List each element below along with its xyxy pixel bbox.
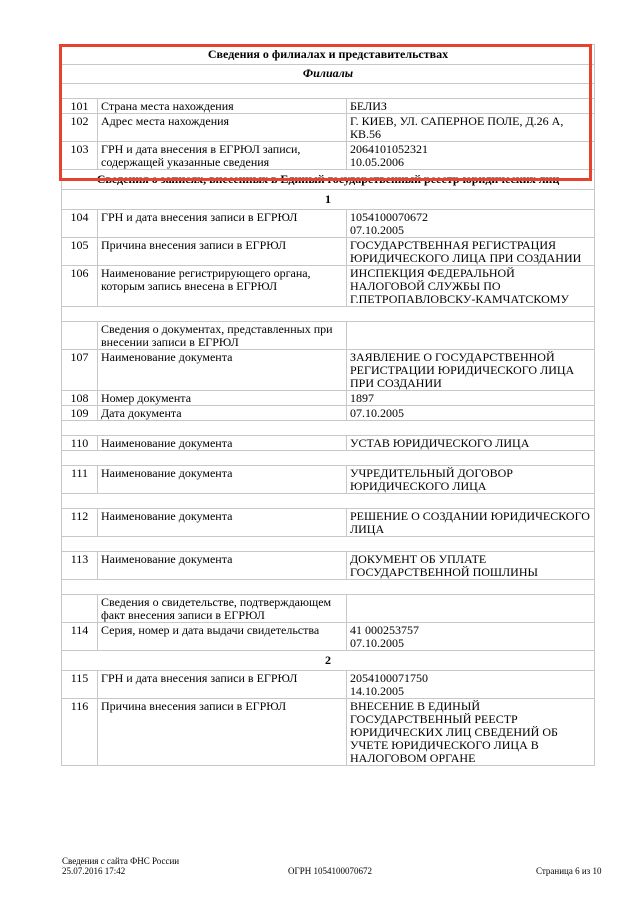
row-value: ИНСПЕКЦИЯ ФЕДЕРАЛЬНОЙ НАЛОГОВОЙ СЛУЖБЫ ПО Г.ПЕТРОПАВЛОВСКУ-КАМЧАТСКОМУ — [347, 266, 595, 307]
row-number: 102 — [62, 114, 98, 142]
row-value: УСТАВ ЮРИДИЧЕСКОГО ЛИЦА — [347, 436, 595, 451]
egrul-table — [61, 44, 595, 766]
table-row — [62, 436, 595, 451]
row-value: 07.10.2005 — [347, 406, 595, 421]
row-label: Наименование регистрирующего органа, которым запись внесена в ЕГРЮЛ — [98, 266, 347, 307]
row-label: Номер документа — [98, 391, 347, 406]
row-value — [347, 210, 595, 238]
table-row — [62, 671, 595, 699]
row-number: 105 — [62, 238, 98, 266]
row-number: 114 — [62, 623, 98, 651]
table-row — [62, 623, 595, 651]
row-label: Наименование документа — [98, 466, 347, 494]
grn-number: 2064101052321 — [350, 142, 428, 156]
row-number: 108 — [62, 391, 98, 406]
spacer-row — [62, 580, 595, 595]
row-label: Дата документа — [98, 406, 347, 421]
table-row — [62, 114, 595, 142]
row-label: Наименование документа — [98, 436, 347, 451]
footer-page-number: Страница 6 из 10 — [536, 866, 602, 876]
row-number: 103 — [62, 142, 98, 170]
row-number: 116 — [62, 699, 98, 766]
row-label — [98, 623, 347, 651]
table-row — [62, 466, 595, 494]
row-label: Наименование документа — [98, 350, 347, 391]
subheader-row — [62, 322, 595, 350]
table-row — [62, 406, 595, 421]
section-title: Сведения о записях, внесенных в Единый государственный реестр юридических лиц — [62, 170, 595, 190]
record-group-header — [62, 190, 595, 210]
spacer-row — [62, 494, 595, 509]
table-row — [62, 699, 595, 766]
row-value: 1897 — [347, 391, 595, 406]
row-value: ГОСУДАРСТВЕННАЯ РЕГИСТРАЦИЯ ЮРИДИЧЕСКОГО ЛИЦА ПРИ СОЗДАНИИ — [347, 238, 595, 266]
record-group-header — [62, 651, 595, 671]
row-label: ГРН и дата внесения записи в ЕГРЮЛ — [98, 210, 347, 238]
section-header-records — [62, 170, 595, 190]
row-value: Г. КИЕВ, УЛ. САПЕРНОЕ ПОЛЕ, Д.26 А, КВ.56 — [347, 114, 595, 142]
table-row — [62, 552, 595, 580]
grn-number: 2054100071750 — [350, 671, 428, 685]
footer-datetime: 25.07.2016 17:42 — [62, 866, 126, 876]
row-label: Причина внесения записи в ЕГРЮЛ — [98, 238, 347, 266]
spacer-row — [62, 84, 595, 99]
record-group-number: 2 — [62, 651, 595, 671]
spacer-row — [62, 421, 595, 436]
table-row — [62, 210, 595, 238]
row-number: 106 — [62, 266, 98, 307]
row-number: 113 — [62, 552, 98, 580]
table-row — [62, 350, 595, 391]
row-value: ВНЕСЕНИЕ В ЕДИНЫЙ ГОСУДАРСТВЕННЫЙ РЕЕСТР ЮРИДИЧЕСКИХ ЛИЦ СВЕДЕНИЙ ОБ УЧЕТЕ ЮРИДИЧЕСКОГО ЛИЦА В НАЛОГОВОМ ОРГАНЕ — [347, 699, 595, 766]
row-value: РЕШЕНИЕ О СОЗДАНИИ ЮРИДИЧЕСКОГО ЛИЦА — [347, 509, 595, 537]
grn-number: 1054100070672 — [350, 210, 428, 224]
documents-header: Сведения о документах, представленных при внесении записи в ЕГРЮЛ — [98, 322, 347, 350]
row-number: 107 — [62, 350, 98, 391]
table-row — [62, 266, 595, 307]
spacer-row — [62, 451, 595, 466]
row-value: ЗАЯВЛЕНИЕ О ГОСУДАРСТВЕННОЙ РЕГИСТРАЦИИ ЮРИДИЧЕСКОГО ЛИЦА ПРИ СОЗДАНИИ — [347, 350, 595, 391]
certificate-header: Сведения о свидетельстве, подтверждающем факт внесения записи в ЕГРЮЛ — [98, 595, 347, 623]
row-label: ГРН и дата внесения в ЕГРЮЛ записи, содержащей указанные сведения — [98, 142, 347, 170]
subsection-header-branches — [62, 65, 595, 84]
row-label: Наименование документа — [98, 552, 347, 580]
grn-date: 10.05.2006 — [350, 155, 404, 169]
spacer-row — [62, 537, 595, 552]
row-label: ГРН и дата внесения записи в ЕГРЮЛ — [98, 671, 347, 699]
row-label: Наименование документа — [98, 509, 347, 537]
subsection-title: Филиалы — [62, 65, 595, 84]
row-value — [347, 623, 595, 651]
record-group-number: 1 — [62, 190, 595, 210]
row-value — [347, 671, 595, 699]
table-row — [62, 509, 595, 537]
section-title: Сведения о филиалах и представительствах — [62, 45, 595, 65]
row-label: Причина внесения записи в ЕГРЮЛ — [98, 699, 347, 766]
row-number: 109 — [62, 406, 98, 421]
row-number: 110 — [62, 436, 98, 451]
spacer-row — [62, 307, 595, 322]
section-header-branches — [62, 45, 595, 65]
row-label-text: Серия, номер и дата выдачи свидетельства — [101, 623, 320, 637]
table-row — [62, 99, 595, 114]
row-label: Страна места нахождения — [98, 99, 347, 114]
grn-date: 07.10.2005 — [350, 223, 404, 237]
table-row — [62, 238, 595, 266]
row-label: Адрес места нахождения — [98, 114, 347, 142]
footer-source: Сведения с сайта ФНС России — [62, 856, 180, 866]
row-value: БЕЛИЗ — [347, 99, 595, 114]
certificate-date: 07.10.2005 — [350, 636, 404, 650]
footer-ogrn: ОГРН 1054100070672 — [288, 866, 372, 876]
footer-source-block — [62, 856, 179, 876]
grn-date: 14.10.2005 — [350, 684, 404, 698]
subheader-row — [62, 595, 595, 623]
row-number: 111 — [62, 466, 98, 494]
certificate-number: 41 000253757 — [350, 623, 419, 637]
row-number: 112 — [62, 509, 98, 537]
row-number: 104 — [62, 210, 98, 238]
row-value: ДОКУМЕНТ ОБ УПЛАТЕ ГОСУДАРСТВЕННОЙ ПОШЛИНЫ — [347, 552, 595, 580]
table-row — [62, 142, 595, 170]
row-value — [347, 142, 595, 170]
row-value: УЧРЕДИТЕЛЬНЫЙ ДОГОВОР ЮРИДИЧЕСКОГО ЛИЦА — [347, 466, 595, 494]
row-number: 101 — [62, 99, 98, 114]
row-number: 115 — [62, 671, 98, 699]
table-row — [62, 391, 595, 406]
